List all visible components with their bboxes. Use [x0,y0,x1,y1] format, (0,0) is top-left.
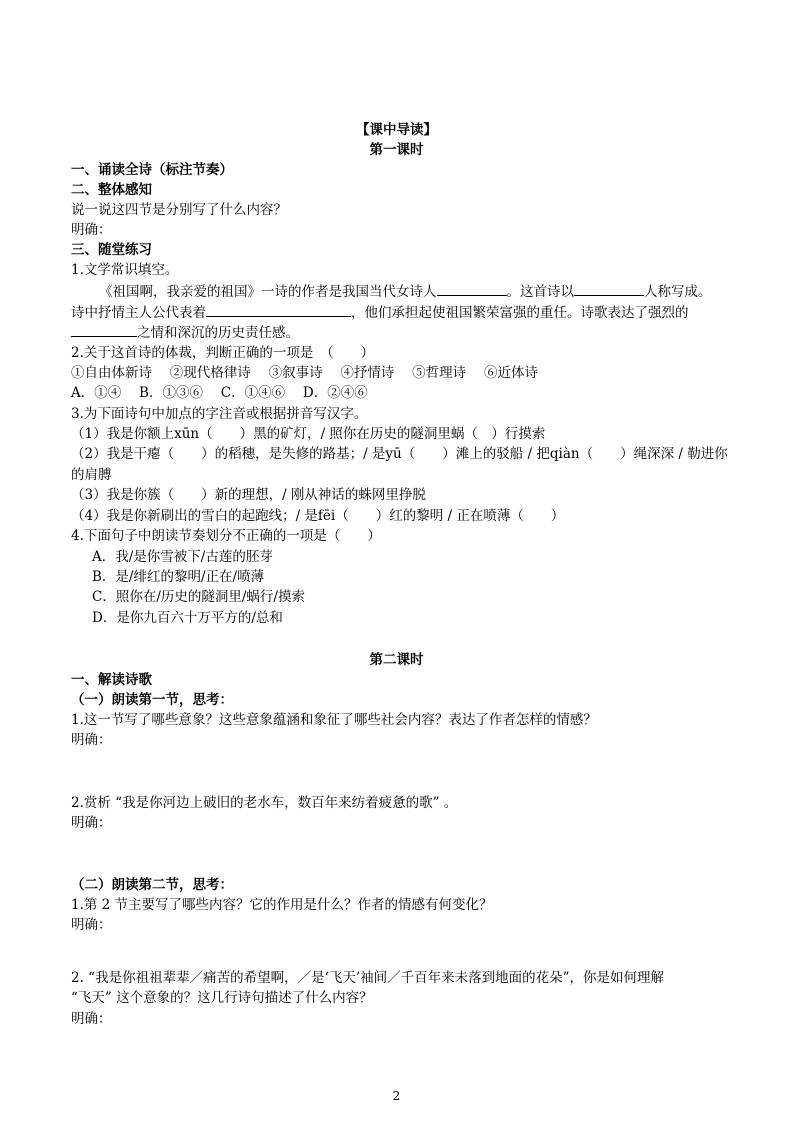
question-4-option-a: A．我/是你雪被下/古莲的胚芽 [92,549,273,565]
question-2-options: ①自由体新诗 ②现代格律诗 ③叙事诗 ④抒情诗 ⑤哲理诗 ⑥近体诗 [71,365,538,381]
question-4-option-d: D．是你九百六十万平方的/总和 [92,610,283,626]
part-1-question-1: 1.这一节写了哪些意象？这些意象蕴涵和象征了哪些社会内容？表达了作者怎样的情感？ [71,712,597,728]
question-2: 2.关于这首诗的体裁，判断正确的一项是 （ ） [71,345,375,361]
part-1-question-2: 2.赏析 “我是你河边上破旧的老水车，数百年来纺着疲惫的歌” 。 [71,795,458,811]
page-number: 2 [392,1089,401,1103]
question-4: 4.下面句子中朗读节奏划分不正确的一项是（ ） [71,528,381,544]
answer-label: 明确： [71,815,112,831]
answer-label: 明确： [71,222,112,238]
lesson2-heading: 第二课时 [369,652,424,668]
section-recite: 一、诵读全诗（标注节奏） [71,162,233,178]
lesson1-heading: 第一课时 [369,142,424,158]
part-2-heading: （二）朗读第二节，思考： [71,877,233,893]
question-1-line-1: 《祖国啊，我亲爱的祖国》一诗的作者是我国当代女诗人 。这首诗以 人称写成。 [99,281,721,302]
part-1-heading: （一）朗读第一节，思考： [71,692,233,708]
part-2-question-1: 1.第 2 节主要写了哪些内容？它的作用是什么？作者的情感有何变化？ [71,897,493,913]
question-3: 3.为下面诗句中加点的字注音或根据拼音写汉字。 [71,406,368,422]
answer-label: 明确： [71,917,112,933]
fill-blank[interactable] [206,302,351,317]
question-3-item-2-cont: 的肩膊 [71,467,112,483]
question-4-option-b: B．是/绯红的黎明/正在/喷薄 [92,569,265,585]
question-4-option-c: C．照你在/历史的隧洞里/蜗行/摸索 [92,589,305,605]
part-2-question-2: 2. “我是你祖祖辈辈／痛苦的希望啊，／是‘飞天’袖间／千百年来未落到地面的花朵”，你是如何理解 [71,970,665,986]
answer-label: 明确： [71,1011,112,1027]
question-3-item-4: （4）我是你新刷出的雪白的起跑线；/ 是fēi（ ）红的黎明 / 正在喷薄（ ） [71,508,565,524]
page-title: 【课中导读】 [356,122,437,138]
question-3-item-2: （2）我是干瘪（ ）的稻穗，是失修的路基；/ 是yū（ ）滩上的驳船 / 把qiàn（ ）绳深深 / 勒进你 [71,446,728,462]
section-interpret: 一、解读诗歌 [71,672,152,688]
fill-blank[interactable] [437,281,507,296]
question-1-line-3: 之情和深沉的历史责任感。 [71,322,721,343]
question-1: 1.文学常识填空。 [71,262,179,278]
part-2-question-2-cont: “飞天” 这个意象的？这几行诗句描述了什么内容？ [71,990,373,1006]
question-2-choices: A．①④ B．①③⑥ C．①④⑥ D．②④⑥ [71,385,368,401]
fill-blank[interactable] [71,322,137,337]
section-practice: 三、随堂练习 [71,242,152,258]
section-overview: 二、整体感知 [71,182,152,198]
question-3-item-1: （1）我是你额上xūn（ ）黑的矿灯，/ 照你在历史的隧洞里蜗（ ）行摸索 [71,426,546,442]
question-four-sections: 说一说这四节是分别写了什么内容？ [71,202,287,218]
question-3-item-3: （3）我是你簇（ ）新的理想，/ 刚从神话的蛛网里挣脱 [71,487,426,503]
fill-blank[interactable] [574,281,644,296]
question-1-line-2: 诗中抒情主人公代表着 ，他们承担起使祖国繁荣富强的重任。诗歌表达了强烈的 [71,302,721,323]
answer-label: 明确： [71,732,112,748]
